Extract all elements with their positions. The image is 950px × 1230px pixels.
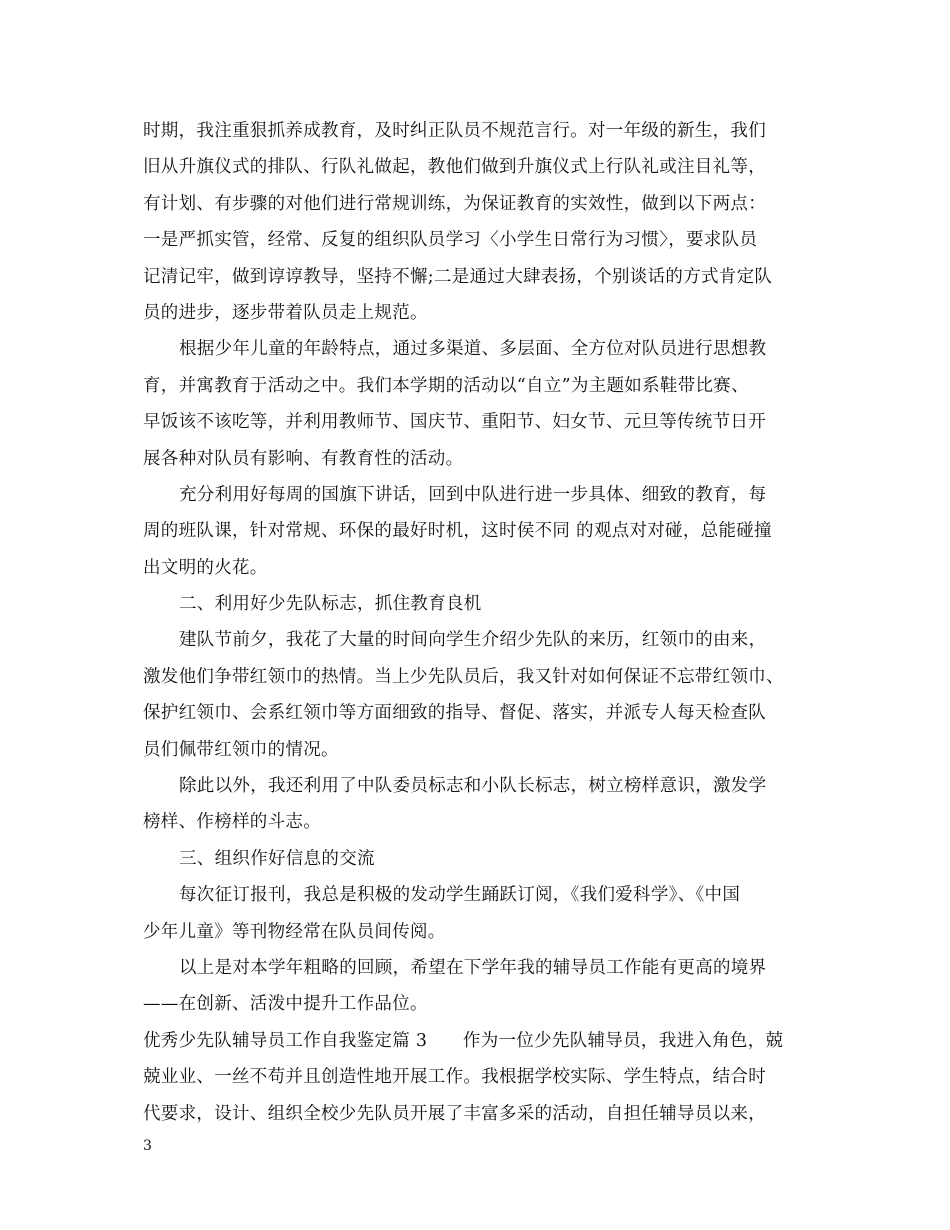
text-line: 除此以外，我还利用了中队委员标志和小队长标志，树立榜样意识，激发学	[179, 776, 767, 797]
text-line: 早饭该不该吃等，并利用教师节、国庆节、重阳节、妇女节、元旦等传统节日开	[143, 412, 766, 433]
text-line: 员们佩带红领巾的情况。	[143, 739, 339, 760]
text-line: 激发他们争带红领巾的热情。当上少先队员后，我又针对如何保证不忘带红领巾、	[143, 666, 784, 687]
body-text	[143, 113, 813, 1132]
section-heading: 二、利用好少先队标志，抓住教育良机	[179, 594, 482, 615]
section-heading: 三、组织作好信息的交流	[179, 848, 375, 869]
text-line: 展各种对队员有影响、有教育性的活动。	[143, 448, 464, 469]
text-line: 旧从升旗仪式的排队、行队礼做起，教他们做到升旗仪式上行队礼或注目礼等，	[143, 157, 766, 178]
text-line: 周的班队课，针对常规、环保的最好时机，这时侯不同 的观点对对碰，总能碰撞	[143, 521, 772, 542]
text-line: 每次征订报刊，我总是积极的发动学生踊跃订阅，《我们爱科学》、《中国	[179, 885, 741, 906]
text-line: 出文明的火花。	[143, 557, 268, 578]
text-line: 保护红领巾、会系红领巾等方面细致的指导、督促、落实，并派专人每天检查队	[143, 703, 766, 724]
text-line: 育，并寓教育于活动之中。我们本学期的活动以“自立”为主题如系鞋带比赛、	[143, 375, 749, 396]
page-number: 3	[143, 1138, 152, 1154]
text-line: 一是严抓实管，经常、反复的组织队员学习〈小学生日常行为习惯〉，要求队员	[143, 230, 758, 251]
text-line: ——在创新、活泼中提升工作品位。	[143, 994, 428, 1015]
text-line: 榜样、作榜样的斗志。	[143, 812, 321, 833]
text-line: 代要求，设计、组织全校少先队员开展了丰富多采的活动，自担任辅导员以来，	[143, 1103, 766, 1124]
text-line: 建队节前夕，我花了大量的时间向学生介绍少先队的来历，红领巾的由来，	[179, 630, 767, 651]
text-line: 时期，我注重狠抓养成教育，及时纠正队员不规范言行。对一年级的新生，我们	[143, 121, 766, 141]
text-line: 记清记牢，做到谆谆教导，坚持不懈;二是通过大肆表扬，个别谈话的方式肯定队	[143, 266, 773, 287]
text-line: 根据少年儿童的年龄特点，通过多渠道、多层面、全方位对队员进行思想教	[179, 339, 767, 360]
article-title-line: 优秀少先队辅导员工作自我鉴定篇 3 作为一位少先队辅导员，我进入角色，兢	[143, 1030, 784, 1051]
text-line: 有计划、有步骤的对他们进行常规训练，为保证教育的实效性，做到以下两点：	[143, 193, 766, 214]
text-line: 员的进步，逐步带着队员走上规范。	[143, 302, 428, 323]
text-line: 少年儿童》等刊物经常在队员间传阅。	[143, 921, 446, 942]
text-line: 兢业业、一丝不苟并且创造性地开展工作。我根据学校实际、学生特点，结合时	[143, 1067, 766, 1088]
text-line: 充分利用好每周的国旗下讲话，回到中队进行进一步具体、细致的教育，每	[179, 484, 767, 505]
text-line: 以上是对本学年粗略的回顾，希望在下学年我的辅导员工作能有更高的境界	[179, 957, 767, 978]
